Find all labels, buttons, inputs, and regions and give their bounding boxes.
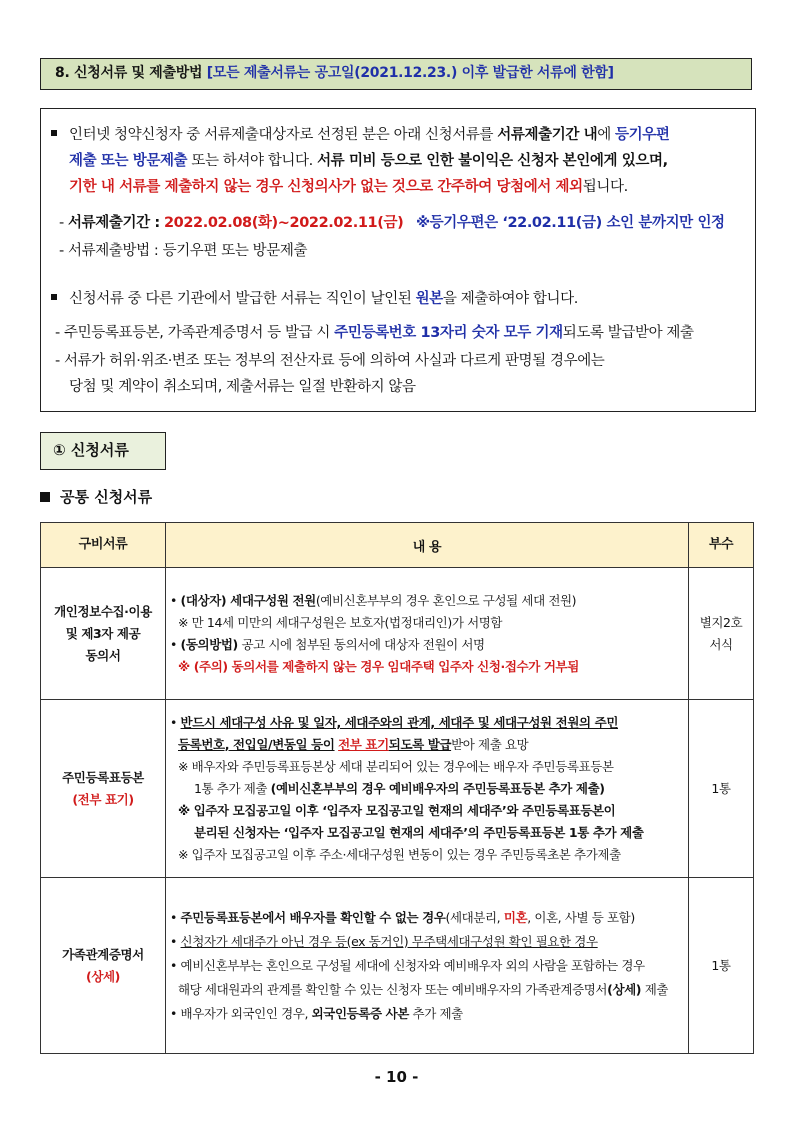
common-documents-title: 공통 신청서류 — [40, 486, 152, 507]
notice-para-2: 신청서류 중 다른 기관에서 발급한 서류는 직인이 날인된 원본을 제출하여야 합니다. — [51, 287, 578, 308]
notice-para-1-line-2: 제출 또는 방문제출 또는 하셔야 합니다. 서류 미비 등으로 인한 불이익은 신청자 본인에게 있으며, — [69, 153, 668, 169]
notice-dash-2-line-2: 당첨 및 계약이 취소되며, 제출서류는 일절 반환하지 않음 — [69, 379, 416, 395]
document-name: 가족관계증명서 (상세) — [41, 878, 166, 1054]
table-row — [41, 878, 754, 1054]
notice-dash-1: - 주민등록표등본, 가족관계증명서 등 발급 시 주민등록번호 13자리 숫자 모두 기재되도록 발급받아 제출 — [55, 325, 694, 341]
notice-para-1-line-3: 기한 내 서류를 제출하지 않는 경우 신청의사가 없는 것으로 간주하여 당첨에서 제외됩니다. — [69, 179, 628, 195]
notice-dash-2-line-1: - 서류가 허위·위조·변조 또는 정부의 전산자료 등에 의하여 사실과 다르게 판명될 경우에는 — [55, 353, 605, 369]
square-bullet-icon — [51, 294, 57, 300]
section-title: 8. 신청서류 및 제출방법 — [55, 65, 203, 81]
notice-para-1-line-1: 인터넷 청약신청자 중 서류제출대상자로 선정된 분은 아래 신청서류를 서류제출기간 내에 등기우편 — [51, 123, 669, 144]
document-count: 1통 — [689, 878, 754, 1054]
sub-section-header: ① 신청서류 — [40, 432, 166, 470]
section-header — [40, 58, 752, 90]
document-content: • 주민등록표등본에서 배우자를 확인할 수 없는 경우(세대분리, 미혼, 이혼, 사별 등 포함) • 신청자가 세대주가 아닌 경우 등(ex 동거인) 무주택세대구성원 확인 필요한 경우 • 예비신혼부부는 혼인으로 구성될 세대에 신청자와 예비배우자 외의 사람을 포함하는 경우 해당 세대원과의 관계를 확인할 수 있는 신청자 또는 예비배우자의 가족관계증명서(상세) 제출 • 배우자가 외국인인 경우, 외국인등록증 사본 추가 제출 — [166, 878, 689, 1054]
document-count: 1통 — [689, 700, 754, 878]
document-name: 개인정보수집·이용 및 제3자 제공 동의서 — [41, 568, 166, 700]
square-bullet-icon — [40, 492, 50, 502]
page-number: - 10 - — [374, 1068, 419, 1086]
header-document: 구비서류 — [41, 523, 166, 568]
table-header-row — [41, 523, 754, 568]
header-count: 부수 — [689, 523, 754, 568]
document-content: • (대상자) 세대구성원 전원(예비신혼부부의 경우 혼인으로 구성될 세대 전원) ※ 만 14세 미만의 세대구성원은 보호자(법정대리인)가 서명함 • (동의방법) 공고 시에 첨부된 동의서에 대상자 전원이 서명 ※ (주의) 동의서를 제출하지 않는 경우 임대주택 입주자 신청·접수가 거부됨 — [166, 568, 689, 700]
document-count: 별지2호 서식 — [689, 568, 754, 700]
header-content: 내 용 — [166, 523, 689, 568]
documents-table — [40, 522, 754, 1054]
table-row — [41, 568, 754, 700]
square-bullet-icon — [51, 130, 57, 136]
submission-period: - 서류제출기간 : 2022.02.08(화)~2022.02.11(금) ※등기우편은 ‘22.02.11(금) 소인 분까지만 인정 — [59, 215, 725, 231]
submission-method: - 서류제출방법 : 등기우편 또는 방문제출 — [59, 243, 308, 259]
section-note: [모든 제출서류는 공고일(2021.12.23.) 이후 발급한 서류에 한함] — [206, 65, 614, 81]
document-name: 주민등록표등본 (전부 표기) — [41, 700, 166, 878]
notice-box — [40, 108, 756, 412]
document-content: • 반드시 세대구성 사유 및 일자, 세대주와의 관계, 세대주 및 세대구성원 전원의 주민 등록번호, 전입일/변동일 등이 전부 표기되도록 발급받아 제출 요망 ※ 배우자와 주민등록표등본상 세대 분리되어 있는 경우에는 배우자 주민등록표등본 1통 추가 제출 (예비신혼부부의 경우 예비배우자의 주민등록표등본 추가 제출) ※ 입주자 모집공고일 이후 ‘입주자 모집공고일 현재의 세대주’와 주민등록표등본이 분리된 신청자는 ‘입주자 모집공고일 현재의 세대주’의 주민등록표등본 1통 추가 제출 ※ 입주자 모집공고일 이후 주소·세대구성원 변동이 있는 경우 주민등록초본 추가제출 — [166, 700, 689, 878]
table-row — [41, 700, 754, 878]
